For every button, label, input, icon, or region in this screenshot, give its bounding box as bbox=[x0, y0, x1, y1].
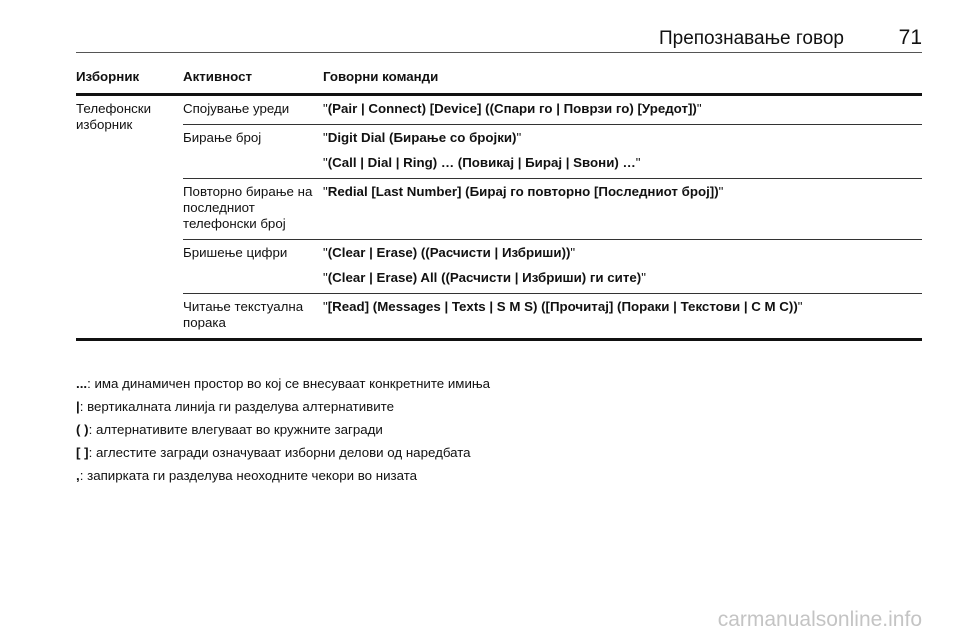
legend-item bbox=[76, 418, 922, 441]
column-header-menu: Изборник bbox=[76, 69, 140, 84]
legend-item bbox=[76, 395, 922, 418]
legend-text: : вертикалната линија ги разделува алтернативите bbox=[79, 399, 395, 414]
legend-text: : запирката ги разделува неоходните чекори во низата bbox=[79, 468, 418, 483]
activity-cell: Повторно бирање на последниот телефонски број bbox=[183, 184, 313, 231]
legend-item bbox=[76, 441, 922, 464]
page-number: 71 bbox=[898, 26, 922, 49]
voice-command: "(Call | Dial | Ring) … (Повикај | Бирај | Ѕвони) …" bbox=[323, 155, 641, 170]
activity-cell: Бирање број bbox=[183, 130, 262, 145]
voice-command: "(Clear | Erase) ((Расчисти | Избриши))" bbox=[323, 245, 576, 260]
menu-label: Телефонски изборник bbox=[76, 101, 152, 132]
legend-symbol: [ ] bbox=[76, 445, 89, 460]
commands-cell bbox=[323, 245, 922, 286]
watermark: carmanualsonline.info bbox=[717, 608, 922, 631]
activity-cell: Читање текстуална порака bbox=[183, 299, 304, 330]
legend-symbol: ... bbox=[76, 376, 88, 391]
table-header bbox=[76, 66, 922, 96]
table-row bbox=[183, 240, 922, 294]
voice-command: "[Read] (Messages | Texts | S M S) ([Прочитај] (Пораки | Текстови | С М С))" bbox=[323, 299, 803, 314]
commands-cell bbox=[323, 101, 922, 117]
legend-item bbox=[76, 464, 922, 487]
commands-cell bbox=[323, 184, 922, 232]
activity-cell: Бришење цифри bbox=[183, 245, 288, 260]
page-title: Препознавање говор bbox=[658, 28, 844, 49]
column-header-commands: Говорни команди bbox=[323, 69, 439, 84]
voice-commands-table bbox=[76, 66, 922, 341]
legend-symbol: ( ) bbox=[76, 422, 89, 437]
voice-command: "(Pair | Connect) [Device] ((Спари го | Поврзи го) [Уредот])" bbox=[323, 101, 702, 116]
voice-command: "Digit Dial (Бирање со бројки)" bbox=[323, 130, 522, 145]
legend-text: : има динамичен простор во кој се внесуваат конкретните имиња bbox=[87, 376, 491, 391]
table-row bbox=[183, 125, 922, 179]
table-row bbox=[183, 179, 922, 240]
table-row bbox=[183, 294, 922, 338]
legend-symbol: , bbox=[76, 468, 80, 483]
column-header-activity: Активност bbox=[183, 69, 253, 84]
activity-cell: Спојување уреди bbox=[183, 101, 290, 116]
legend-symbol: | bbox=[76, 399, 80, 414]
table-group-phone-menu bbox=[76, 96, 922, 341]
legend-item bbox=[76, 372, 922, 395]
voice-command: "(Clear | Erase) All ((Расчисти | Избриши) ги сите)" bbox=[323, 270, 646, 285]
voice-command: "Redial [Last Number] (Бирај го повторно [Последниот број])" bbox=[323, 184, 724, 199]
page-header bbox=[76, 24, 922, 53]
symbol-legend bbox=[76, 372, 922, 487]
table-row bbox=[183, 96, 922, 125]
commands-cell bbox=[323, 299, 922, 331]
legend-text: : аглестите загради означуваат изборни делови од наредбата bbox=[88, 445, 471, 460]
legend-text: : алтернативите влегуваат во кружните загради bbox=[88, 422, 383, 437]
commands-cell bbox=[323, 130, 922, 171]
